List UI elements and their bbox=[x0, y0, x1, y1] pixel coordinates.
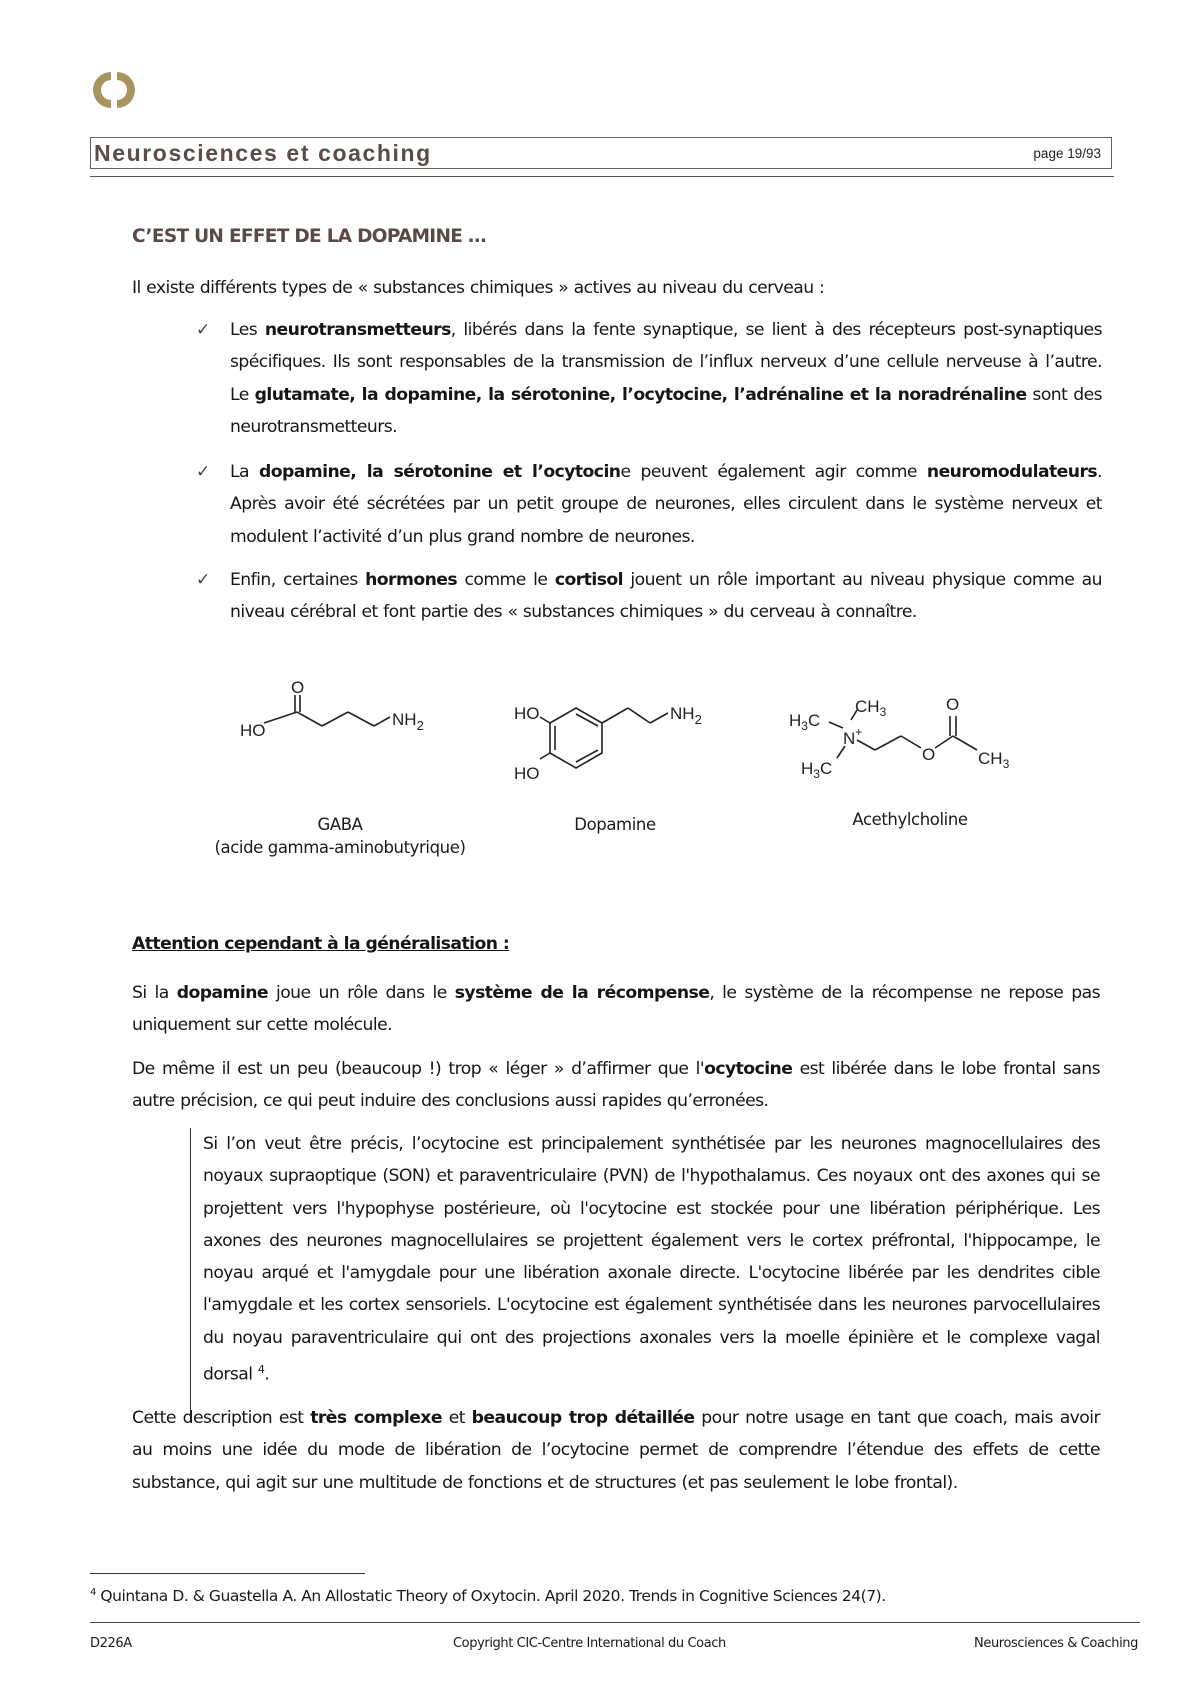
header-divider bbox=[90, 176, 1114, 177]
gaba-label: GABA bbox=[317, 815, 363, 834]
svg-text:CH3: $CH_3$ bbox=[978, 749, 1010, 771]
dopamine-label: Dopamine bbox=[574, 815, 656, 834]
hydroxyl-label: HO bbox=[514, 704, 540, 723]
bullet-hormones bbox=[196, 564, 1103, 629]
bullet-neurotransmetteurs bbox=[196, 314, 1102, 443]
svg-text:H3C: $H_3C$ bbox=[801, 759, 833, 781]
bullet-text: Les neurotransmetteurs, libérés dans la fente synaptique, se lient à des récepteurs post-synaptiques spécifiques. Ils sont responsables de la transmission de l’influx nerveux d’une cellule nerveuse à l’autre. Le glutamate, la dopamine, la sérotonine, l’ocytocine, l’adrénaline et la noradrénaline sont des neurotransmetteurs. bbox=[230, 320, 1102, 437]
paragraph-ocytocine: De même il est un peu (beaucoup !) trop « léger » d’affirmer que l'ocytocine est libérée dans le lobe frontal sans autre précision, ce qui peut induire des conclusions aussi rapides qu’erronées. bbox=[132, 1059, 1100, 1112]
footer-title: Neurosciences & Coaching bbox=[974, 1636, 1138, 1651]
header-bar bbox=[90, 137, 1112, 169]
intro-paragraph: Il existe différents types de « substances chimiques » actives au niveau du cerveau : bbox=[132, 278, 825, 298]
svg-text:H3C: $H_3C$ bbox=[789, 711, 821, 733]
checkmark-icon: ✓ bbox=[196, 320, 210, 340]
footer-copyright: Copyright CIC-Centre International du Coach bbox=[453, 1636, 726, 1651]
acetylcholine-label: Acethylcholine bbox=[852, 810, 968, 829]
amine-label: $NH_2$ bbox=[670, 704, 702, 727]
checkmark-icon: ✓ bbox=[196, 462, 210, 482]
footnote-number: 4 bbox=[90, 1587, 96, 1598]
footnote-text: Quintana D. & Guastella A. An Allostatic Theory of Oxytocin. April 2020. Trends in Cognitive Sciences 24(7). bbox=[95, 1587, 886, 1606]
oxygen-label: O bbox=[291, 680, 305, 697]
document-title: Neurosciences et coaching bbox=[94, 140, 432, 166]
section-heading: C’EST UN EFFET DE LA DOPAMINE … bbox=[132, 226, 486, 247]
attention-heading: Attention cependant à la généralisation : bbox=[132, 934, 510, 954]
paragraph-conclusion: Cette description est très complexe et beaucoup trop détaillée pour notre usage en tant que coach, mais avoir au moins une idée du mode de libération de l’ocytocine permet de comprendre l’étendue des effets de cette substance, qui agit sur une multitude de fonctions et de structures (et pas seulement le lobe frontal). bbox=[132, 1408, 1101, 1493]
paragraph-dopamine-reward: Si la dopamine joue un rôle dans le système de la récompense, le système de la récompense ne repose pas uniquement sur cette molécule. bbox=[132, 983, 1101, 1036]
svg-text:O: O bbox=[922, 745, 936, 764]
hydroxyl-label: HO bbox=[514, 764, 540, 783]
svg-text:CH3: $CH_3$ bbox=[855, 697, 887, 719]
bullet-neuromodulateurs bbox=[196, 456, 1102, 553]
footer-divider bbox=[90, 1622, 1140, 1623]
dopamine-structure bbox=[510, 695, 750, 795]
page-number: page 19/93 bbox=[1033, 146, 1101, 161]
acetylcholine-structure bbox=[785, 690, 1045, 790]
footnote bbox=[90, 1587, 886, 1605]
nitrogen-label: N+ bbox=[843, 725, 863, 748]
footer-code: D226A bbox=[90, 1636, 132, 1651]
gaba-subtitle: (acide gamma-aminobutyrique) bbox=[214, 838, 466, 857]
gaba-structure bbox=[240, 680, 440, 760]
bullet-text: Enfin, certaines hormones comme le cortisol jouent un rôle important au niveau physique comme au niveau cérébral et font partie des « substances chimiques » du cerveau à connaître. bbox=[230, 570, 1103, 623]
amine-label: $NH_2$ bbox=[392, 710, 424, 733]
logo-icon bbox=[92, 68, 136, 112]
quote-text: Si l’on veut être précis, l’ocytocine est principalement synthétisée par les neurones magnocellulaires des noyaux supraoptique (SON) et paraventriculaire (PVN) de l'hypothalamus. Ces noyaux ont des axones qui se projettent vers l'hypophyse postérieure, où l'ocytocine est stockée pour une libération périphérique. Les axones des neurones magnocellulaires se projettent également vers le cortex préfrontal, l'hippocampe, le noyau arqué et l'amygdale pour une libération axonale directe. L'ocytocine libérée par les dendrites cible l'amygdale et les cortex sensoriels. L'ocytocine est également synthétisée dans les neurones parvocellulaires du noyau paraventriculaire qui ont des projections axonales vers la moelle épinière et le complexe vagal dorsal bbox=[203, 1134, 1100, 1385]
footnote-divider bbox=[90, 1573, 365, 1574]
checkmark-icon: ✓ bbox=[196, 570, 210, 590]
hydroxyl-label: HO bbox=[240, 721, 266, 740]
svg-text:O: O bbox=[946, 695, 960, 714]
bullet-text: La dopamine, la sérotonine et l’ocytocine peuvent également agir comme neuromodulateurs. Après avoir été sécrétées par un petit groupe de neurones, elles circulent dans le système nerveux et modulent l’activité d’un plus grand nombre de neurones. bbox=[230, 462, 1102, 547]
blockquote-ocytocine-detail: Si l’on veut être précis, l’ocytocine est principalement synthétisée par les neurones magnocellulaires des noyaux supraoptique (SON) et paraventriculaire (PVN) de l'hypothalamus. Ces noyaux ont des axones qui se projettent vers l'hypophyse postérieure, où l'ocytocine est stockée pour une libération périphérique. Les axones des neurones magnocellulaires se projettent également vers le cortex préfrontal, l'hippocampe, le noyau arqué et l'amygdale pour une libération axonale directe. L'ocytocine libérée par les dendrites cible l'amygdale et les cortex sensoriels. L'ocytocine est également synthétisée dans les neurones parvocellulaires du noyau paraventriculaire qui ont des projections axonales vers la moelle épinière et le complexe vagal dorsal $^4$. bbox=[190, 1128, 1100, 1421]
footnote-reference[interactable]: 4 bbox=[257, 1363, 265, 1377]
